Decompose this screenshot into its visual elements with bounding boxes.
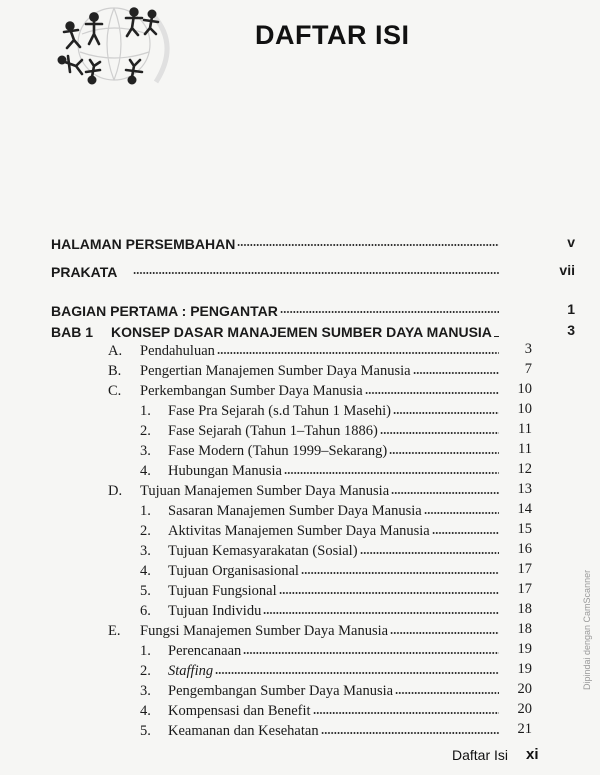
scanner-watermark: Dipindai dengan CamScanner [582, 569, 592, 690]
toc-entry-title: Sasaran Manajemen Sumber Daya Manusia [168, 503, 422, 519]
toc-entry-title: Pendahuluan [140, 343, 215, 359]
toc-entry-title: Perkembangan Sumber Daya Manusia [140, 383, 363, 399]
dot-leader [390, 631, 499, 635]
toc-section-entry [108, 360, 532, 380]
dot-leader [321, 731, 499, 735]
toc-item-number: 3. [140, 543, 151, 559]
toc-entry-title: KONSEP DASAR MANAJEMEN SUMBER DAYA MANUSIA [111, 324, 492, 340]
dot-leader [380, 431, 499, 435]
toc-page-number: 19 [517, 641, 532, 657]
toc-page-number: 7 [524, 361, 532, 377]
toc-chapter-entry [51, 320, 575, 340]
toc-item-number: 4. [140, 463, 151, 479]
toc-entry-title: Fase Pra Sejarah (s.d Tahun 1 Masehi) [168, 403, 392, 419]
toc-section-letter: A. [108, 343, 123, 359]
chapter-underline [494, 336, 499, 337]
toc-chapter-label: BAB 1 [51, 324, 94, 340]
toc-entry-title: Staffing [168, 663, 214, 679]
toc-subsection-entry [140, 640, 532, 660]
toc-entry-title: Perencanaan [168, 643, 242, 659]
dot-leader [243, 651, 499, 655]
toc-item-number: 1. [140, 403, 151, 419]
toc-subsection-entry [140, 520, 532, 540]
toc-item-number: 6. [140, 603, 151, 619]
toc-subsection-entry [140, 660, 532, 680]
dot-leader [395, 691, 499, 695]
toc-page-number: v [567, 234, 575, 250]
dot-leader [215, 671, 499, 675]
toc-entry-title: Fase Modern (Tahun 1999–Sekarang) [168, 443, 388, 459]
dot-leader [301, 571, 499, 575]
dot-leader [279, 591, 499, 595]
toc-entry-title: Aktivitas Manajemen Sumber Daya Manusia [168, 523, 430, 539]
toc-item-number: 2. [140, 423, 151, 439]
toc-entry-title: BAGIAN PERTAMA : PENGANTAR [51, 303, 278, 319]
toc-subsection-entry [140, 540, 532, 560]
toc-entry-title: Hubungan Manusia [168, 463, 282, 479]
toc-section-letter: E. [108, 623, 121, 639]
page-title: DAFTAR ISI [255, 20, 410, 50]
toc-entry-title: HALAMAN PERSEMBAHAN [51, 236, 236, 252]
dot-leader [391, 491, 499, 495]
toc-page-number: 12 [517, 461, 532, 477]
footer-running-title: Daftar Isi [452, 747, 509, 763]
toc-page-number: 15 [517, 521, 532, 537]
toc-item-number: 2. [140, 523, 151, 539]
toc-page-number: 17 [517, 581, 532, 597]
toc-subsection-entry [140, 440, 532, 460]
toc-subsection-entry [140, 580, 532, 600]
dot-leader [393, 411, 499, 415]
footer-page-number: xi [526, 746, 539, 763]
toc-subsection-entry [140, 700, 532, 720]
dot-leader [389, 451, 499, 455]
dot-leader [365, 391, 499, 395]
people-globe-logo [52, 4, 182, 90]
toc-page-number: 11 [518, 421, 532, 437]
toc-entry-title: Tujuan Manajemen Sumber Daya Manusia [140, 483, 390, 499]
toc-entry-title: Tujuan Fungsional [168, 583, 277, 599]
toc-item-number: 3. [140, 443, 151, 459]
toc-item-number: 1. [140, 503, 151, 519]
toc-entry [51, 260, 575, 280]
toc-entry-title: Fungsi Manajemen Sumber Daya Manusia [140, 623, 389, 639]
toc-page-number: 13 [517, 481, 532, 497]
dot-leader [413, 371, 499, 375]
toc-entry [51, 232, 575, 252]
toc-page-number: 18 [517, 601, 532, 617]
toc-page-number: 3 [524, 341, 532, 357]
dot-leader [313, 711, 499, 715]
toc-subsection-entry [140, 680, 532, 700]
toc-section-letter: C. [108, 383, 122, 399]
toc-item-number: 4. [140, 703, 151, 719]
toc-section-entry [108, 380, 532, 400]
toc-page-number: 3 [567, 322, 575, 338]
toc-section-letter: D. [108, 483, 123, 499]
toc-item-number: 3. [140, 683, 151, 699]
dot-leader [424, 511, 499, 515]
toc-entry-title: Tujuan Individu [168, 603, 262, 619]
toc-subsection-entry [140, 400, 532, 420]
toc-section-entry [108, 620, 532, 640]
toc-subsection-entry [140, 500, 532, 520]
toc-page-number: 20 [517, 701, 532, 717]
toc-subsection-entry [140, 600, 532, 620]
dot-leader [237, 243, 499, 247]
toc-section-letter: B. [108, 363, 122, 379]
toc-entry-title: Pengembangan Sumber Daya Manusia [168, 683, 394, 699]
toc-entry-title: Keamanan dan Kesehatan [168, 723, 319, 739]
toc-item-number: 1. [140, 643, 151, 659]
dot-leader [360, 551, 499, 555]
toc-page-number: 14 [517, 501, 532, 517]
toc-page-number: 11 [518, 441, 532, 457]
toc-page-number: 21 [517, 721, 532, 737]
toc-part-entry [51, 299, 575, 319]
dot-leader [280, 310, 499, 314]
toc-page-number: 16 [517, 541, 532, 557]
toc-page-number: 20 [517, 681, 532, 697]
toc-item-number: 4. [140, 563, 151, 579]
toc-entry-title: Kompensasi dan Benefit [168, 703, 311, 719]
toc-subsection-entry [140, 420, 532, 440]
toc-subsection-entry [140, 720, 532, 740]
toc-page-number: 10 [517, 401, 532, 417]
toc-page-number: 18 [517, 621, 532, 637]
toc-entry-title: Tujuan Kemasyarakatan (Sosial) [168, 543, 358, 559]
toc-subsection-entry [140, 560, 532, 580]
toc-item-number: 2. [140, 663, 151, 679]
toc-section-entry [108, 340, 532, 360]
toc-item-number: 5. [140, 723, 151, 739]
toc-page-number: 17 [517, 561, 532, 577]
toc-page-number: 19 [517, 661, 532, 677]
dot-leader [133, 271, 499, 275]
dot-leader [432, 531, 499, 535]
toc-entry-title: PRAKATA [51, 264, 118, 280]
toc-page-number: 1 [567, 301, 575, 317]
dot-leader [284, 471, 499, 475]
toc-subsection-entry [140, 460, 532, 480]
dot-leader [263, 611, 499, 615]
toc-section-entry [108, 480, 532, 500]
toc-item-number: 5. [140, 583, 151, 599]
toc-entry-title: Fase Sejarah (Tahun 1–Tahun 1886) [168, 423, 378, 439]
toc-entry-title: Pengertian Manajemen Sumber Daya Manusia [140, 363, 411, 379]
toc-entry-title: Tujuan Organisasional [168, 563, 299, 579]
toc-page-number: 10 [517, 381, 532, 397]
dot-leader [217, 351, 499, 355]
toc-page-number: vii [559, 262, 575, 278]
